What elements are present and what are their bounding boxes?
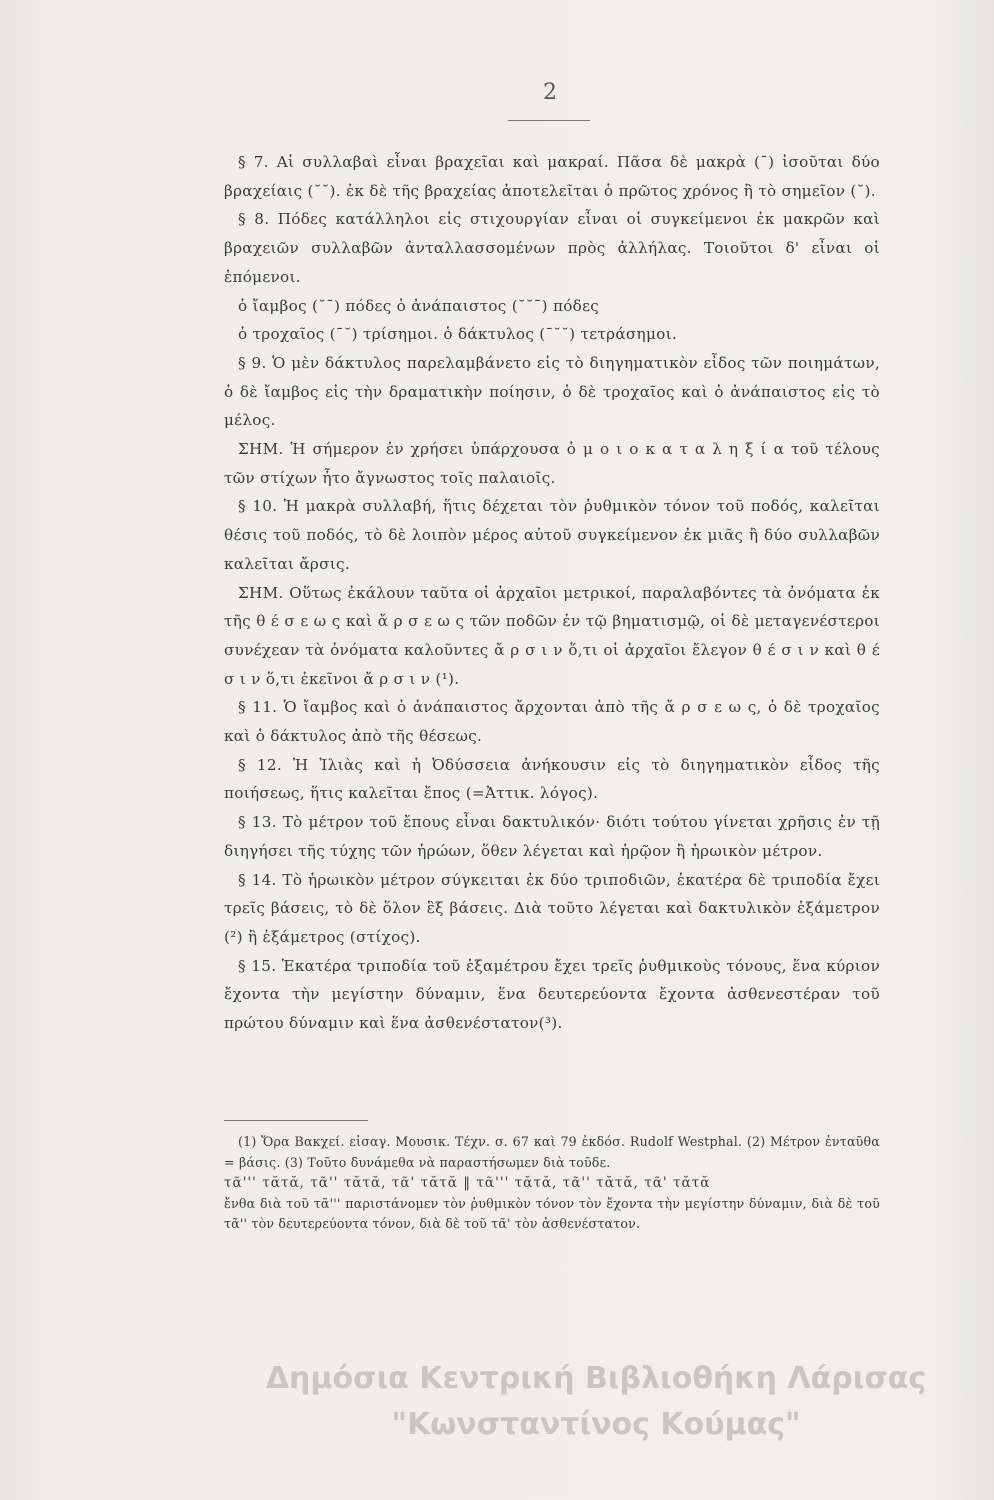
paragraph-9: § 9. Ὁ μὲν δάκτυλος παρελαμβάνετο εἰς τὸ διηγηματικὸν εἶδος τῶν ποιημάτων, ὁ δὲ ἴαμβος εἰς τὴν δραματικὴν ποίησιν, ὁ δὲ τροχαῖος καὶ ὁ ἀνάπαιστος εἰς τὸ μέλος. <box>224 353 880 430</box>
paragraph-8: § 8. Πόδες κατάλληλοι εἰς στιχουργίαν εἶναι οἱ συγκείμενοι ἐκ μακρῶν καὶ βραχειῶν συλλαβῶν ἀνταλλασσομένων πρὸς ἀλλήλας. Τοιοῦτοι δ' εἶναι οἱ ἑπόμενοι. <box>224 210 880 286</box>
footnote-rhythm-scheme: τᾶ''' τᾰτᾰ, τᾶ'' τᾰτᾰ, τᾶ' τᾰτᾰ ‖ τᾶ''' τᾰτᾰ, τᾶ'' τᾰτᾰ, τᾶ' τᾰτᾰ <box>224 1175 711 1192</box>
page-number-rule <box>508 120 590 121</box>
library-watermark <box>226 1356 966 1448</box>
footnote-explanation: ἔνθα διὰ τοῦ τᾶ''' παριστάνομεν τὸν ῥυθμικὸν τόνον τὸν ἔχοντα τὴν μεγίστην δύναμιν, διὰ δὲ τοῦ τᾶ'' τὸν δευτερεύοντα τόνον, διὰ δὲ τοῦ τᾶ' τὸν ἀσθενέστατον. <box>224 1195 880 1232</box>
watermark-line-1: Δημόσια Κεντρική Βιβλιοθήκη Λάρισας <box>265 1361 927 1396</box>
footnotes <box>224 1132 880 1235</box>
note-arsis-thesis: ΣΗΜ. Οὕτως ἐκάλουν ταῦτα οἱ ἀρχαῖοι μετρικοί, παραλαβόντες τὰ ὀνόματα ἐκ τῆς θ έ σ ε ω ς καὶ ἄ ρ σ ε ω ς τῶν ποδῶν ἐν τῷ βηματισμῷ, οἱ δὲ μεταγενέστεροι συνέχεαν τὰ ὀνόματα καλοῦντες ἄ ρ σ ι ν ὅ,τι οἱ ἀρχαῖοι ἔλεγον θ έ σ ι ν καὶ θ έ σ ι ν ὅ,τι ἐκεῖνοι ἄ ρ σ ι ν (¹). <box>224 583 880 688</box>
body-text <box>224 148 880 1038</box>
paragraph-12: § 12. Ἡ Ἰλιὰς καὶ ἡ Ὀδύσσεια ἀνήκουσιν εἰς τὸ διηγηματικὸν εἶδος τῆς ποιήσεως, ἥτις καλεῖται ἔπος (=Ἀττικ. λόγος). <box>224 755 880 803</box>
watermark-line-2: "Κωνσταντίνος Κούμας" <box>391 1407 801 1442</box>
note-rhyme: ΣΗΜ. Ἡ σήμερον ἐν χρήσει ὑπάρχουσα ὁ μ ο ι ο κ α τ α λ η ξ ί α τοῦ τέλους τῶν στίχων ἦτο ἄγνωστος τοῖς παλαιοῖς. <box>224 440 880 487</box>
paragraph-15: § 15. Ἑκατέρα τριποδία τοῦ ἑξαμέτρου ἔχει τρεῖς ῥυθμικοὺς τόνους, ἕνα κύριον ἔχοντα τὴν μεγίστην δύναμιν, ἕνα δευτερεύοντα ἔχοντα ἀσθενεστέραν τοῦ πρώτου δύναμιν καὶ ἕνα ἀσθενέστατον(³). <box>224 956 880 1033</box>
paragraph-7: § 7. Αἱ συλλαβαὶ εἶναι βραχεῖαι καὶ μακραί. Πᾶσα δὲ μακρὰ (¯) ἰσοῦται δύο βραχείαις (˘˘). ἐκ δὲ τῆς βραχείας ἀποτελεῖται ὁ πρῶτος χρόνος ἢ τὸ σημεῖον (˘). <box>224 153 880 200</box>
paragraph-13: § 13. Τὸ μέτρον τοῦ ἔπους εἶναι δακτυλικόν· διότι τούτου γίνεται χρῆσις ἐν τῇ διηγήσει τῆς τύχης τῶν ἡρώων, ὅθεν λέγεται καὶ ἡρῷον ἢ ἡρωικὸν μέτρον. <box>224 813 880 860</box>
footnote-rule <box>224 1120 368 1121</box>
footnote-references: (1) Ὅρα Βακχεί. εἰσαγ. Μουσικ. Τέχν. σ. 67 καὶ 79 ἐκδόσ. Rudolf Westphal. (2) Μέτρον ἐνταῦθα = βάσις. (3) Τοῦτο δυνάμεθα νὰ παραστήσωμεν διὰ τοῦδε. <box>224 1134 880 1170</box>
paragraph-14: § 14. Τὸ ἡρωικὸν μέτρον σύγκειται ἐκ δύο τριποδιῶν, ἑκατέρα δὲ τριποδία ἔχει τρεῖς βάσεις, τὸ δὲ ὅλον ἓξ βάσεις. Διὰ τοῦτο λέγεται καὶ δακτυλικὸν ἑξάμετρον (²) ἢ ἑξάμετρος (στίχος). <box>224 870 880 946</box>
paragraph-11: § 11. Ὁ ἴαμβος καὶ ὁ ἀνάπαιστος ἄρχονται ἀπὸ τῆς ἄ ρ σ ε ω ς, ὁ δὲ τροχαῖος καὶ ὁ δάκτυλος ἀπὸ τῆς θέσεως. <box>224 698 880 746</box>
feet-list-line-2: ὁ τροχαῖος (¯˘) τρίσημοι. ὁ δάκτυλος (¯˘˘) τετράσημοι. <box>238 325 677 344</box>
page-number: 2 <box>543 80 557 105</box>
feet-list-line-1: ὁ ἴαμβος (˘¯) πόδες ὁ ἀνάπαιστος (˘˘¯) πόδες <box>238 296 600 315</box>
paragraph-10: § 10. Ἡ μακρὰ συλλαβή, ἥτις δέχεται τὸν ῥυθμικὸν τόνον τοῦ ποδός, καλεῖται θέσις τοῦ ποδός, τὸ δὲ λοιπὸν μέρος αὐτοῦ συγκείμενον ἐκ μιᾶς ἢ δύο συλλαβῶν καλεῖται ἄρσις. <box>224 497 880 573</box>
